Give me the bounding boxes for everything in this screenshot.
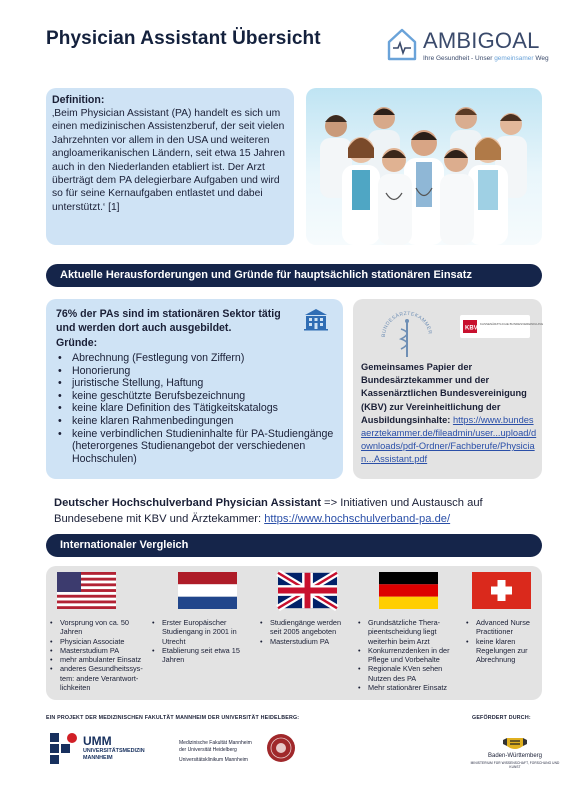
list-item: • keine klaren Rahmenbedingungen <box>56 415 335 428</box>
challenges-list <box>56 352 335 465</box>
switzerland-facts <box>466 618 542 664</box>
footer-funding-label: GEFÖRDERT DURCH: <box>472 715 531 721</box>
medical-team-illustration <box>306 88 542 245</box>
umm-name: UMM <box>83 734 112 748</box>
list-item: • Honorierung <box>56 365 335 378</box>
country-column-usa <box>46 566 146 700</box>
kbv-logo <box>460 315 544 338</box>
list-item: • Physician Associate <box>50 637 148 646</box>
hospital-building-icon <box>302 307 330 331</box>
kbv-paper-box <box>353 299 542 479</box>
list-item: • Mehr stationärer Einsatz <box>358 683 452 692</box>
svg-text:KASSENÄRZTLICHE BUNDESVEREINIG: KASSENÄRZTLICHE BUNDESVEREINIGUNG <box>480 322 544 326</box>
hochschulverband-text: Deutscher Hochschulverband Physician Assistant => Initiativen und Austausch auf Bundesebene mit KBV und Ärztekammer: https://www.hochschulverband-pa.de/ <box>54 497 483 525</box>
ambigoal-logo <box>387 26 557 66</box>
list-item: • Etablierung seit etwa 15 Jahren <box>152 646 248 665</box>
university-seal-icon <box>266 733 296 763</box>
umm-logo <box>50 733 180 765</box>
page-title: Physician Assistant Übersicht <box>46 28 321 49</box>
list-item: • mehr ambulanter Einsatz <box>50 655 148 664</box>
definition-box <box>46 88 294 245</box>
challenges-heading: 76% der PAs sind im stationären Sektor tätig und werden dort auch ausgebildet. <box>56 308 281 334</box>
umm-mark-icon <box>50 733 80 765</box>
country-column-switzerland <box>460 566 542 700</box>
list-item: • anderes Gesundheitssystem: andere Verantwortlichkeiten <box>50 664 148 692</box>
definition-text: ‚Beim Physician Assistant (PA) handelt es sich um einen medizinischen Assistenzberuf, der seit vielen Jahrzehnten vor allem in den USA und weiteren angloamerikanischen Ländern, seit etwa 15 Jahren auch in den Niederlanden etabliert ist. Der Arzt überträgt dem PA delegierbare Aufgaben und wird so für seine Kernaufgaben entlastet und dabei unterstützt.‘ [1] <box>52 108 285 213</box>
definition-heading: Definition: <box>52 94 105 106</box>
kbv-paper-text: Gemeinsames Papier der Bundesärztekammer und der Kassenärztlichen Bundesvereinigung (KBV) zur Vereinheitlichung der Ausbildungsinhalte: https://www.bundesaerztekammer.de/fileadmin/user...upload/downloads/pdf-Ordner/Fachberufe/Physician...Assistant.pdf <box>361 362 537 465</box>
country-column-uk <box>256 566 346 700</box>
list-item: • Masterstudium PA <box>50 646 148 655</box>
baden-wuerttemberg-logo <box>470 734 560 770</box>
footer-project-label: EIN PROJEKT DER MEDIZINISCHEN FAKULTÄT MANNHEIM DER UNIVERSITÄT HEIDELBERG: <box>46 715 300 721</box>
section-header-international: Internationaler Vergleich <box>46 534 542 557</box>
usa-flag-icon <box>57 572 116 609</box>
challenges-subheading: Gründe: <box>56 337 98 349</box>
logo-tagline: Ihre Gesundheit - Unser gemeinsamer Weg <box>423 55 549 62</box>
list-item: • keine klaren Regelungen zur Abrechnung <box>466 637 542 665</box>
kbv-paper-link[interactable]: https://www.bundesaerztekammer.de/fileadmin/user...upload/downloads/pdf-Ordner/Fachberufe/Physician...Assistant.pdf <box>361 414 537 465</box>
uk-flag-icon <box>278 572 337 609</box>
umm-subtitle: UNIVERSITÄTSMEDIZIN MANNHEIM <box>83 748 145 761</box>
medical-faculty-text: Medizinische Fakultät Mannheim der Universität Heidelberg Universitätsklinikum Mannheim <box>179 740 252 764</box>
list-item: • keine geschützte Berufsbezeichnung <box>56 390 335 403</box>
country-column-netherlands <box>148 566 248 700</box>
germany-facts <box>358 618 452 692</box>
list-item: • keine verbindlichen Studieninhalte für PA-Studiengänge (heterorgenes Studienangebot der verschiedenen Hochschulen) <box>56 428 335 466</box>
list-item: • Konkurrenzdenken in der Pflege und Vorbehalte <box>358 646 452 665</box>
bundesaerztekammer-logo <box>377 307 437 363</box>
team-photo <box>306 88 542 245</box>
bw-name: Baden-Württemberg <box>487 753 543 759</box>
hochschulverband-link[interactable]: https://www.hochschulverband-pa.de/ <box>264 512 451 525</box>
netherlands-flag-icon <box>178 572 237 609</box>
list-item: • Grundsätzliche Therapieentscheidung liegt weiterhin beim Arzt <box>358 618 452 646</box>
svg-text:BUNDESÄRZTEKAMMER: BUNDESÄRZTEKAMMER <box>380 310 433 338</box>
logo-wordmark: AMBIGOAL <box>423 28 540 53</box>
bw-ministry: MINISTERIUM FÜR WISSENSCHAFT, FORSCHUNG UND KUNST <box>470 761 560 769</box>
list-item: • juristische Stellung, Haftung <box>56 377 335 390</box>
list-item: • Studiengänge werden seit 2005 angeboten <box>260 618 346 637</box>
list-item: • Vorsprung von ca. 50 Jahren <box>50 618 148 637</box>
netherlands-facts <box>152 618 248 664</box>
uk-facts <box>260 618 346 646</box>
list-item: • Regionale KVen sehen Nutzen des PA <box>358 664 452 683</box>
list-item: • Erster Europäischer Studiengang in 2001 in Utrecht <box>152 618 248 646</box>
list-item: • Advanced Nurse Practitioner <box>466 618 542 637</box>
house-heart-icon <box>387 26 417 62</box>
challenges-box <box>46 299 343 479</box>
coat-of-arms-icon <box>501 734 529 752</box>
list-item: • keine klare Definition des Tätigkeitskatalogs <box>56 402 335 415</box>
usa-facts <box>50 618 148 692</box>
list-item: • Abrechnung (Festlegung von Ziffern) <box>56 352 335 365</box>
germany-flag-icon <box>379 572 438 609</box>
section-header-challenges: Aktuelle Herausforderungen und Gründe für hauptsächlich stationären Einsatz <box>46 264 542 287</box>
international-comparison <box>46 566 542 700</box>
svg-text:KBV: KBV <box>465 325 478 332</box>
switzerland-flag-icon <box>472 572 531 609</box>
country-column-germany <box>354 566 452 700</box>
kbv-mark <box>460 315 544 338</box>
list-item: • Masterstudium PA <box>260 637 346 646</box>
